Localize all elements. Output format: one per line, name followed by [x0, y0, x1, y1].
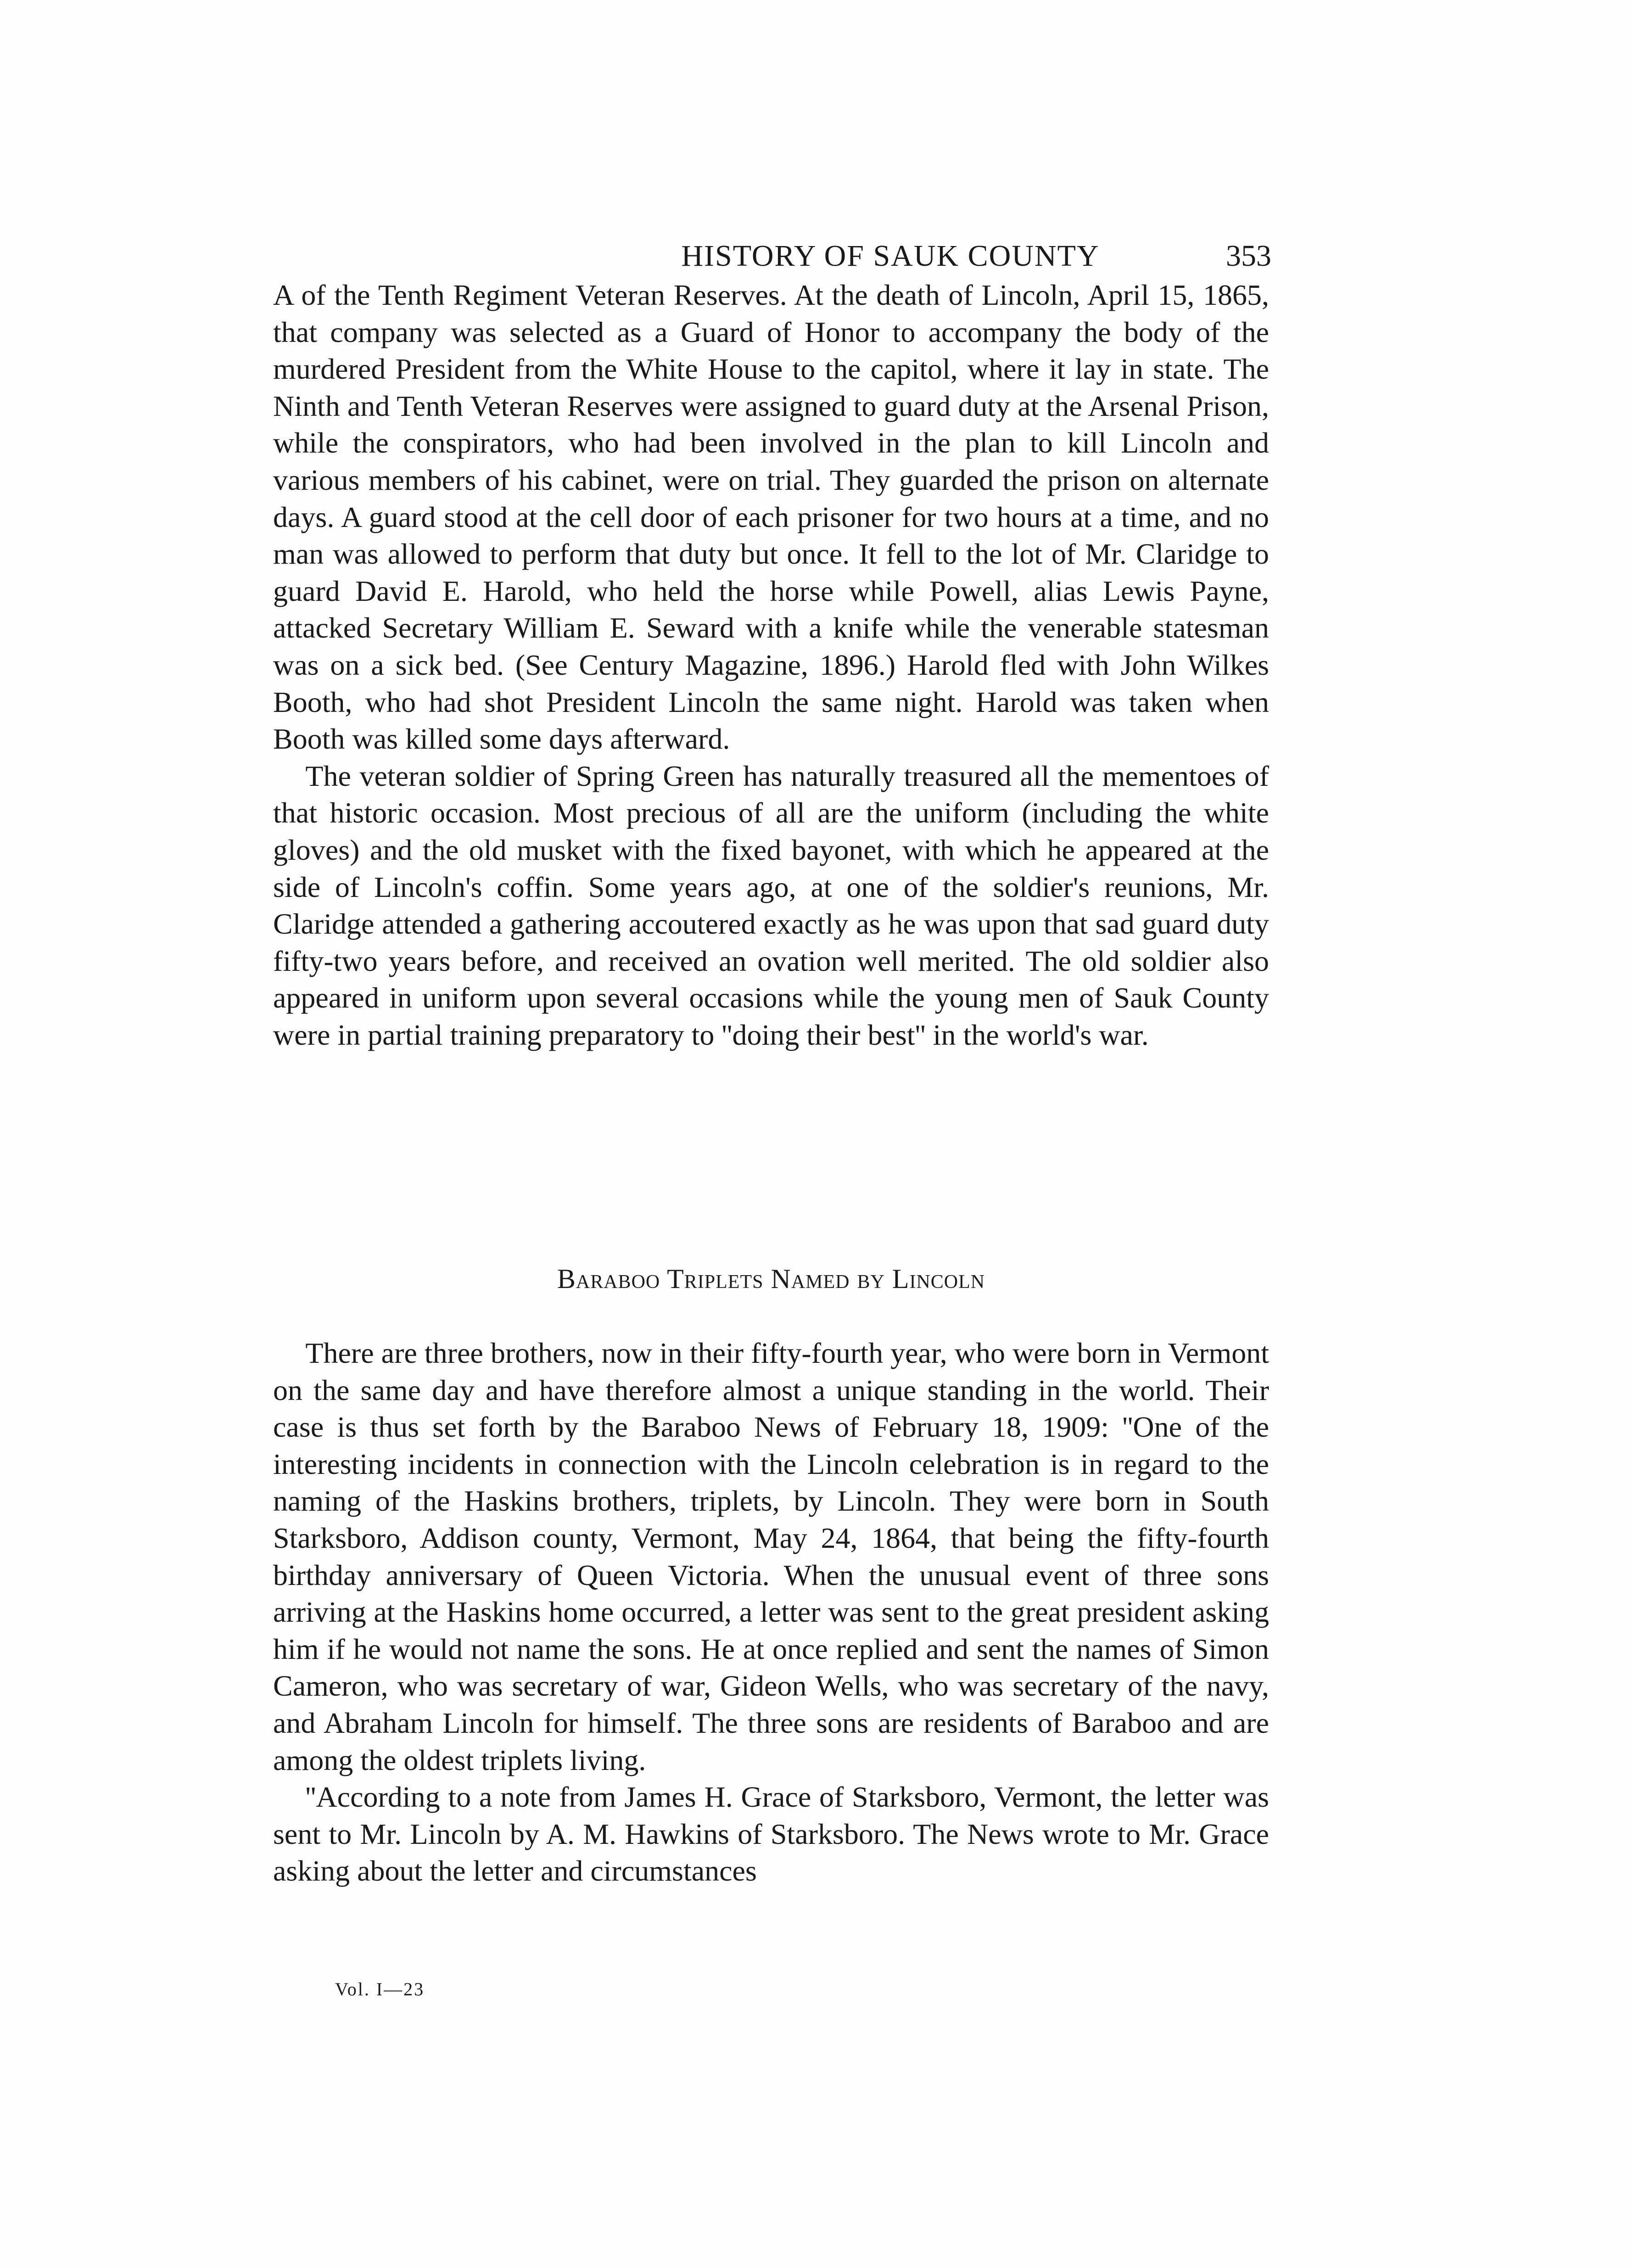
text-block-top [273, 277, 1269, 1053]
paragraph: There are three brothers, now in their fifty-fourth year, who were born in Vermont on the same day and have therefore almost a unique standing in the world. Their case is thus set forth by the Baraboo News of February 18, 1909: ''One of the interesting incidents in connection with the Lincoln celebration is in regard to the naming of the Haskins brothers, triplets, by Lincoln. They were born in South Starksboro, Addison county, Vermont, May 24, 1864, that being the fifty-fourth birthday anniversary of Queen Victoria. When the unusual event of three sons arriving at the Haskins home occurred, a letter was sent to the great president asking him if he would not name the sons. He at once replied and sent the names of Simon Cameron, who was secretary of war, Gideon Wells, who was secretary of the navy, and Abraham Lincoln for himself. The three sons are residents of Baraboo and are among the oldest triplets living. [273, 1337, 1269, 1776]
paragraph: The veteran soldier of Spring Green has naturally treasured all the mementoes of that historic occasion. Most precious of all are the uniform (including the white gloves) and the old musket with the fixed bayonet, with which he appeared at the side of Lincoln's coffin. Some years ago, at one of the soldier's reunions, Mr. Claridge attended a gathering accoutered exactly as he was upon that sad guard duty fifty-two years before, and received an ovation well merited. The old soldier also appeared in uniform upon several occasions while the young men of Sauk County were in partial training preparatory to ''doing their best'' in the world's war. [273, 759, 1269, 1051]
running-header: HISTORY OF SAUK COUNTY [681, 239, 1100, 273]
paragraph: ''According to a note from James H. Grace of Starksboro, Vermont, the letter was sent to Mr. Lincoln by A. M. Hawkins of Starksboro. The News wrote to Mr. Grace asking about the letter and circumstances [273, 1781, 1269, 1887]
page-number: 353 [1226, 239, 1271, 273]
paragraph: A of the Tenth Regiment Veteran Reserves. At the death of Lincoln, April 15, 1865, that company was selected as a Guard of Honor to accompany the body of the murdered President from the White House to the capitol, where it lay in state. The Ninth and Tenth Veteran Reserves were assigned to guard duty at the Arsenal Prison, while the conspirators, who had been involved in the plan to kill Lincoln and various members of his cabinet, were on trial. They guarded the prison on alternate days. A guard stood at the cell door of each prisoner for two hours at a time, and no man was allowed to perform that duty but once. It fell to the lot of Mr. Claridge to guard David E. Harold, who held the horse while Powell, alias Lewis Payne, attacked Secretary William E. Seward with a knife while the venerable statesman was on a sick bed. (See Century Magazine, 1896.) Harold fled with John Wilkes Booth, who had shot President Lincoln the same night. Harold was taken when Booth was killed some days afterward. [273, 279, 1269, 756]
text-block-bottom [273, 1335, 1269, 1890]
volume-signature: Vol. I—23 [335, 1979, 425, 1999]
section-heading: Baraboo Triplets Named by Lincoln [557, 1264, 985, 1294]
